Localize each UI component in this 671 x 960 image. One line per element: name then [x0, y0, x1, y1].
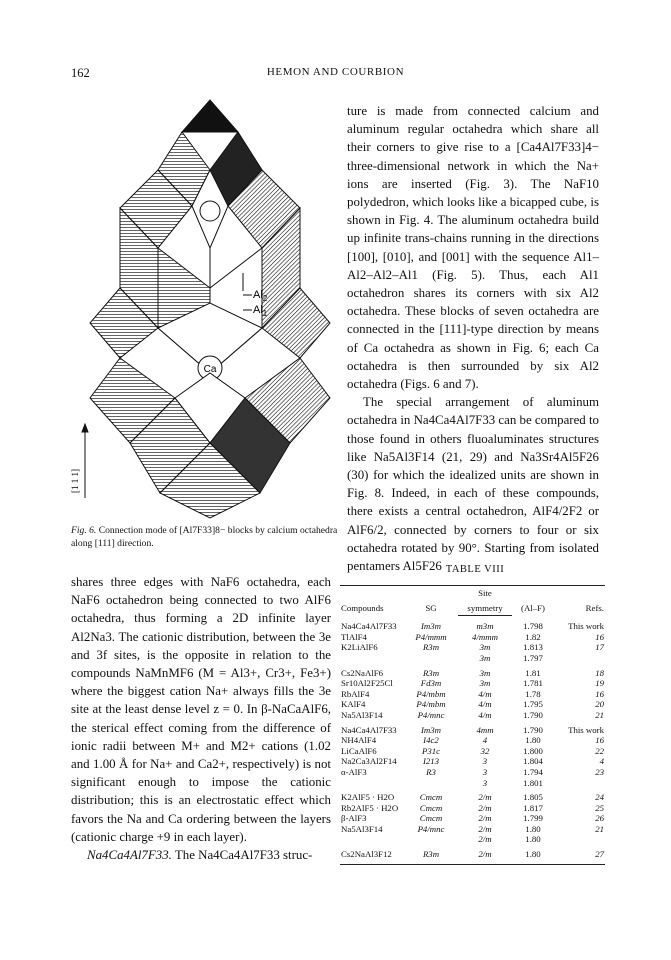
- header-compounds: Compounds: [340, 586, 404, 616]
- table-row: [340, 767, 605, 778]
- cell-site-symmetry: 4/m: [478, 688, 492, 699]
- cell-reference: [554, 778, 605, 789]
- table-row: [340, 632, 605, 643]
- table-row: [340, 678, 605, 689]
- cell-reference: 18: [595, 667, 604, 678]
- cell-site-symmetry: 3: [482, 766, 488, 777]
- cell-site-symmetry: m3m: [476, 621, 494, 632]
- polyhedra-drawing: [60, 98, 345, 523]
- cell-al-f-distance: 1.790: [523, 724, 543, 735]
- section-heading: Na4Ca4Al7F33.: [87, 848, 172, 863]
- atom-upper: [200, 201, 220, 221]
- cell-site-symmetry: 3m: [479, 678, 491, 689]
- cell-al-f-distance: 1.804: [523, 756, 543, 767]
- cell-site-symmetry: 2/m: [478, 802, 492, 813]
- cell-space-group: Im3m: [420, 620, 442, 631]
- table-title: TABLE VIII: [445, 564, 505, 575]
- cell-reference: [554, 653, 605, 664]
- cell-reference: 22: [595, 745, 604, 756]
- right-paragraph-1: ture is made from connected calcium and aluminum regular octahedra which share all their corners to give rise to a [Ca4Al7F33]4− three-dimensional network in which the Na+ ions are inserted (Fig. 3). The NaF10 polydedron, which looks like a bicapped cube, is shown in Fig. 4. The aluminum octahedra build up infinite trans-chains running in the directions [100], [010], and [001] with the sequence Al1–Al2–Al2–Al1 (Fig. 5). Thus, each Al1 octahedron shares its corners with six Al2 octahedra. These blocks of seven octahedra are connected in the [111]-type direction by means of Ca octahedra as shown in Fig. 6; each Ca octahedra is then surrounded by six Al2 octahedra (Figs. 6 and 7).: [347, 104, 599, 392]
- table-row: [340, 778, 605, 789]
- running-title: HEMON AND COURBION: [266, 66, 405, 78]
- header-site-top: Site: [458, 586, 512, 601]
- cell-site-symmetry: 3: [482, 756, 488, 767]
- cell-al-f-distance: 1.797: [523, 652, 543, 663]
- label-ca: Ca: [203, 364, 217, 375]
- cell-reference: 21: [595, 823, 604, 834]
- cell-space-group: R3m: [404, 845, 458, 864]
- cell-site-symmetry: 2/m: [478, 813, 492, 824]
- cell-site-symmetry: 4/m: [478, 709, 492, 720]
- cell-al-f-distance: 1.80: [512, 845, 554, 864]
- cell-site-symmetry: 32: [480, 745, 490, 756]
- cell-al-f-distance: 1.799: [523, 813, 543, 824]
- cell-site-symmetry: 4/m: [478, 699, 492, 710]
- cell-al-f-distance: 1.800: [523, 745, 543, 756]
- right-paragraph-2: The special arrangement of aluminum octahedra in Na4Ca4Al7F33 can be compared to those found in others fluoaluminates structures like Na5Al3F14 (21, 29) and Na3Sr4Al5F26 (30) for which the idealized units are shown in Fig. 8. Indeed, in each of these compounds, there exists a central octahedron, AlF4/2F2 or AlF6/2, connected by corners to four or six octahedra rotated by 90°. Starting from isolated pentamers Al5F26: [347, 395, 599, 574]
- cell-reference: 23: [595, 766, 604, 777]
- cell-site-symmetry: 3m: [479, 667, 491, 678]
- cell-reference: [554, 834, 605, 845]
- cell-site-symmetry: 4/mmm: [472, 631, 498, 642]
- cell-space-group: Cmcm: [419, 813, 443, 824]
- cell-space-group: P4/mnc: [417, 709, 445, 720]
- cell-reference: 16: [595, 735, 604, 746]
- cell-al-f-distance: 1.794: [523, 766, 543, 777]
- table-row: [340, 735, 605, 746]
- cell-reference: 27: [554, 845, 605, 864]
- table-row: [340, 845, 605, 864]
- cell-reference: 24: [595, 792, 604, 803]
- cell-space-group: Cmcm: [419, 792, 443, 803]
- cell-site-symmetry: 2/m: [478, 792, 492, 803]
- cell-reference: 19: [595, 678, 604, 689]
- figure-caption: [71, 525, 341, 550]
- cell-al-f-distance: 1.805: [523, 792, 543, 803]
- cell-site-symmetry: 3m: [479, 642, 491, 653]
- section-paragraph: [71, 846, 331, 864]
- figure-6-polyhedra: [60, 98, 345, 523]
- cell-compound: Na4Ca4Al7F33: [341, 724, 397, 735]
- cell-reference: 20: [595, 699, 604, 710]
- cell-reference: 16: [595, 688, 604, 699]
- cell-compound: Na5Al3F14: [341, 823, 383, 834]
- table-row: [340, 803, 605, 814]
- cell-reference: 21: [595, 709, 604, 720]
- table-row: [340, 834, 605, 845]
- octahedron-top: [182, 100, 238, 132]
- cell-al-f-distance: 1.798: [523, 620, 543, 631]
- cell-reference: 26: [595, 813, 604, 824]
- caption-text: Connection mode of [Al7F33]8− blocks by calcium octahedra along [111] direction.: [71, 525, 338, 549]
- cell-compound: KAlF4: [341, 699, 366, 710]
- cell-al-f-distance: 1.80: [525, 823, 541, 834]
- right-column: [347, 102, 599, 575]
- table-row: [340, 756, 605, 767]
- cell-site-symmetry: 2/m: [478, 823, 492, 834]
- page-number: 162: [71, 66, 90, 80]
- header-refs: Refs.: [554, 586, 605, 616]
- cell-space-group: I213: [422, 756, 440, 767]
- table-row: [340, 721, 605, 736]
- cell-compound: Na2Ca3Al2F14: [341, 756, 397, 767]
- left-paragraph: shares three edges with NaF6 octahedra, each NaF6 octahedron being connected to two AlF6 octahedra, thus forming a 2D infinite layer Al2Na3. The cationic distribution, between the 3e and 3f sites, is the opposite in relation to the compounds NaMnMF6 (M = Al3+, Cr3+, Fe3+) where the biggest cation Na+ always fills the 3e site at the least dense level z = 0. In β-NaCaAlF6, the sterical effect coming from the difference of ionic radii between M+ and M2+ cations (1.02 and 1.00 Å for Na+ and Ca2+, respectively) is not significant enough to impose the cationic distribution; this is an electrostatic effect which favors the Na and Ca ordering between the layers (cationic charge +9 in each layer).: [71, 575, 331, 844]
- header-alf: (Al–F): [512, 586, 554, 616]
- table-row: [340, 699, 605, 710]
- cell-space-group: Fd3m: [420, 678, 442, 689]
- left-column: [71, 573, 331, 864]
- cell-space-group: [404, 778, 458, 789]
- caption-prefix: Fig. 6.: [71, 525, 97, 536]
- cell-space-group: Cmcm: [419, 802, 443, 813]
- table-row: [340, 824, 605, 835]
- label-al2: $Al_2$: [253, 289, 268, 303]
- cell-compound: RbAlF4: [341, 688, 370, 699]
- table-body: [340, 616, 605, 864]
- cell-compound: [340, 778, 404, 789]
- table-row: [340, 616, 605, 632]
- table-row: [340, 664, 605, 679]
- cell-reference: 17: [595, 642, 604, 653]
- cell-space-group: Im3m: [420, 724, 442, 735]
- cell-al-f-distance: 1.790: [523, 709, 543, 720]
- cell-site-symmetry: 3m: [479, 652, 491, 663]
- cell-compound: NH4AlF4: [341, 735, 377, 746]
- cell-al-f-distance: 1.813: [523, 642, 543, 653]
- cell-space-group: R3: [426, 766, 436, 777]
- table-row: [340, 788, 605, 803]
- cell-compound: K2AlF5 · H2O: [341, 792, 395, 803]
- table-viii: [340, 585, 605, 865]
- cell-compound: α-AlF3: [341, 766, 367, 777]
- cell-al-f-distance: 1.781: [523, 678, 543, 689]
- cell-compound: LiCaAlF6: [341, 745, 377, 756]
- cell-compound: Na5Al3F14: [341, 709, 383, 720]
- cell-compound: [340, 834, 404, 845]
- header-site-bottom: symmetry: [458, 601, 512, 616]
- cell-compound: β-AlF3: [341, 813, 367, 824]
- label-axis: [1 1 1]: [70, 469, 80, 493]
- section-tail: The Na4Ca4Al7F33 struc-: [174, 848, 313, 863]
- cell-space-group: I4c2: [423, 735, 439, 746]
- cell-al-f-distance: 1.81: [525, 667, 541, 678]
- cell-compound: Na4Ca4Al7F33: [341, 620, 397, 631]
- cell-al-f-distance: 1.80: [525, 735, 541, 746]
- cell-site-symmetry: 4mm: [476, 724, 494, 735]
- cell-al-f-distance: 1.82: [525, 631, 541, 642]
- cell-reference: 16: [595, 631, 604, 642]
- table-row: [340, 746, 605, 757]
- cell-reference: 25: [595, 802, 604, 813]
- cell-al-f-distance: 1.795: [523, 699, 543, 710]
- cell-compound: Cs2NaAl3F12: [340, 845, 404, 864]
- cell-space-group: P4/mbm: [416, 688, 446, 699]
- cell-site-symmetry: 2/m: [458, 845, 512, 864]
- cell-space-group: [404, 653, 458, 664]
- cell-space-group: P4/mmm: [415, 631, 447, 642]
- cell-reference: This work: [568, 620, 604, 631]
- cell-al-f-distance: 1.80: [525, 834, 541, 845]
- cell-compound: Sr10Al2F25Cl: [341, 678, 393, 689]
- cell-al-f-distance: 1.78: [525, 688, 541, 699]
- cell-reference: This work: [568, 724, 604, 735]
- cell-space-group: P4/mbm: [416, 699, 446, 710]
- table-row: [340, 813, 605, 824]
- cell-site-symmetry: 4: [482, 735, 488, 746]
- cell-space-group: R3m: [422, 642, 440, 653]
- cell-reference: 4: [599, 756, 604, 767]
- cell-compound: Cs2NaAlF6: [341, 667, 384, 678]
- table-row: [340, 710, 605, 721]
- cell-compound: [340, 653, 404, 664]
- cell-space-group: [404, 834, 458, 845]
- cell-compound: Rb2AlF5 · H2O: [341, 802, 399, 813]
- cell-compound: TlAlF4: [341, 631, 367, 642]
- cell-space-group: P31c: [421, 745, 441, 756]
- table-row: [340, 653, 605, 664]
- table-row: [340, 642, 605, 653]
- cell-compound: K2LiAlF6: [341, 642, 378, 653]
- cell-space-group: P4/mnc: [417, 823, 445, 834]
- cell-site-symmetry: 2/m: [478, 834, 492, 845]
- cell-site-symmetry: 3: [482, 777, 488, 788]
- table-row: [340, 689, 605, 700]
- label-al1: $Al_1$: [253, 304, 268, 318]
- header-sg: SG: [404, 586, 458, 616]
- cell-space-group: R3m: [422, 667, 440, 678]
- cell-al-f-distance: 1.817: [523, 802, 543, 813]
- cell-al-f-distance: 1.801: [523, 777, 543, 788]
